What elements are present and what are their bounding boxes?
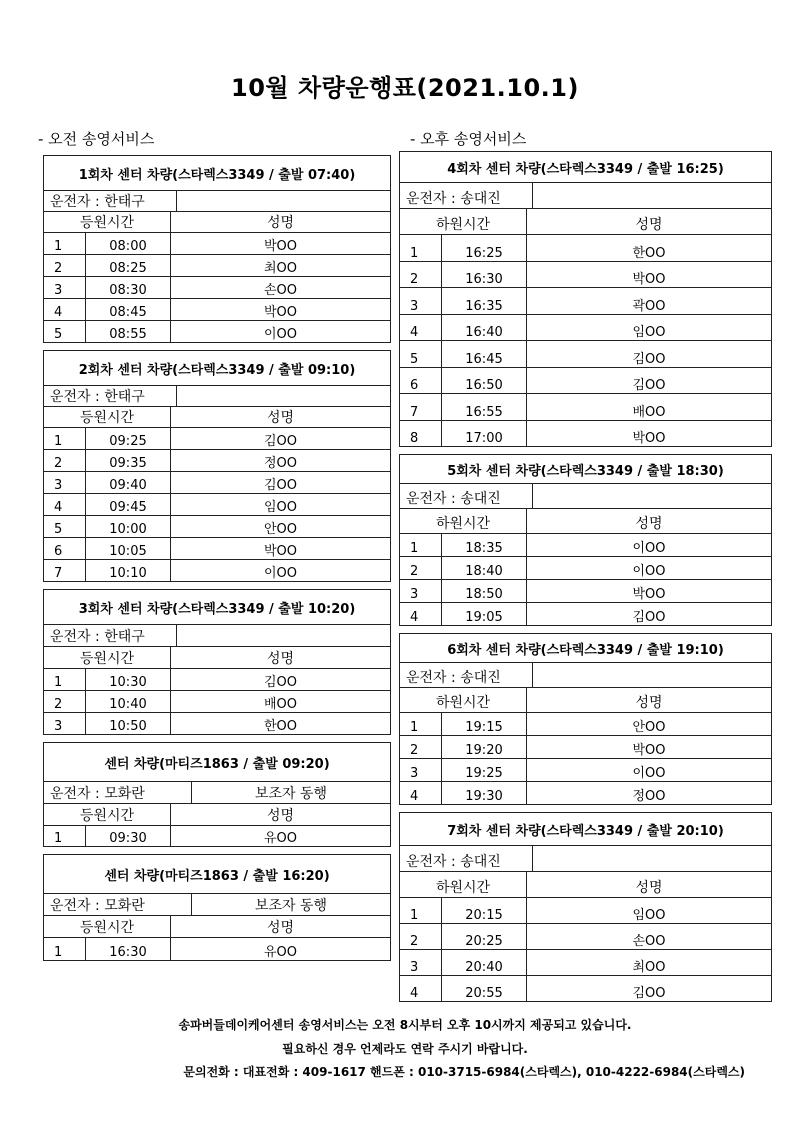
row-number: 1 — [44, 428, 86, 449]
table-row — [400, 950, 771, 976]
row-number: 1 — [44, 233, 86, 254]
morning-schedule-column — [43, 155, 391, 968]
pickup-time: 10:30 — [86, 669, 171, 690]
driver-name: 운전자 : 송대진 — [400, 846, 533, 871]
pickup-time: 10:50 — [86, 713, 171, 734]
passenger-name: 김OO — [632, 610, 666, 625]
schedule-table-title: 2회차 센터 차량(스타렉스3349 / 출발 09:10) — [44, 351, 390, 386]
table-row — [44, 494, 390, 516]
row-number: 2 — [44, 691, 86, 712]
table-row — [400, 315, 771, 342]
pickup-time: 08:00 — [86, 233, 171, 254]
row-number: 4 — [400, 782, 442, 804]
table-row — [44, 299, 390, 321]
row-number: 1 — [44, 938, 86, 960]
row-number: 2 — [44, 450, 86, 471]
pickup-time: 16:25 — [442, 235, 527, 261]
driver-name: 운전자 : 모화란 — [44, 782, 192, 803]
table-row — [44, 691, 390, 713]
passenger-name: 박OO — [263, 544, 298, 559]
driver-row — [400, 846, 771, 872]
row-number: 5 — [44, 321, 86, 342]
passenger-name: 박OO — [632, 272, 666, 287]
row-number: 4 — [400, 603, 442, 625]
schedule-table — [43, 854, 391, 961]
schedule-table — [399, 151, 772, 447]
table-row — [44, 255, 390, 277]
assistant-note — [177, 386, 390, 406]
passenger-name: 유OO — [263, 945, 298, 960]
row-number: 2 — [400, 924, 442, 949]
column-header-row — [400, 509, 771, 534]
assistant-note — [177, 625, 390, 646]
pickup-time: 09:30 — [86, 826, 171, 846]
pickup-time: 08:25 — [86, 255, 171, 276]
driver-row — [44, 894, 390, 916]
passenger-name: 박OO — [632, 743, 666, 758]
pickup-time: 19:20 — [442, 736, 527, 758]
passenger-name: 손OO — [632, 934, 666, 949]
row-number: 7 — [400, 394, 442, 420]
pickup-time: 18:35 — [442, 534, 527, 556]
pickup-time: 20:55 — [442, 976, 527, 1001]
name-column-header: 성명 — [635, 516, 663, 532]
pickup-time: 08:45 — [86, 299, 171, 320]
time-column-header: 하원시간 — [400, 209, 527, 234]
row-number: 1 — [400, 235, 442, 261]
table-row — [400, 898, 771, 924]
assistant-note — [533, 183, 771, 208]
row-number: 7 — [44, 560, 86, 581]
row-number: 6 — [44, 538, 86, 559]
driver-row — [44, 782, 390, 804]
row-number: 3 — [400, 950, 442, 975]
table-row — [400, 235, 771, 262]
passenger-name: 한OO — [263, 719, 298, 734]
schedule-table — [43, 589, 391, 735]
driver-row — [400, 183, 771, 209]
row-number: 2 — [400, 262, 442, 288]
pickup-time: 16:30 — [86, 938, 171, 960]
schedule-table-title: 센터 차량(마티즈1863 / 출발 16:20) — [44, 855, 390, 894]
passenger-name: 한OO — [632, 245, 666, 261]
table-row — [44, 538, 390, 560]
pickup-time: 16:40 — [442, 315, 527, 341]
assistant-note: 보조자 동행 — [254, 898, 328, 914]
row-number: 3 — [44, 472, 86, 493]
time-column-header: 하원시간 — [400, 872, 527, 897]
pickup-time: 08:55 — [86, 321, 171, 342]
passenger-name: 유OO — [263, 831, 298, 846]
table-row — [44, 428, 390, 450]
pickup-time: 16:30 — [442, 262, 527, 288]
schedule-table-title: 7회차 센터 차량(스타렉스3349 / 출발 20:10) — [400, 813, 771, 846]
driver-row — [44, 625, 390, 647]
name-column-header: 성명 — [266, 920, 295, 936]
pickup-time: 09:35 — [86, 450, 171, 471]
driver-name: 운전자 : 한태구 — [44, 386, 177, 406]
pickup-time: 16:55 — [442, 394, 527, 420]
row-number: 5 — [44, 516, 86, 537]
row-number: 1 — [44, 669, 86, 690]
pickup-time: 19:30 — [442, 782, 527, 804]
table-row — [400, 534, 771, 557]
table-row — [400, 759, 771, 782]
passenger-name: 안OO — [263, 522, 298, 537]
table-row — [44, 321, 390, 342]
time-column-header: 등원시간 — [44, 804, 171, 825]
time-column-header: 등원시간 — [44, 647, 171, 668]
table-row — [400, 288, 771, 315]
pickup-time: 08:30 — [86, 277, 171, 298]
passenger-name: 안OO — [632, 720, 666, 735]
afternoon-section-label: - 오후 송영서비스 — [410, 130, 527, 148]
table-row — [400, 713, 771, 736]
row-number: 3 — [400, 288, 442, 314]
time-column-header: 하원시간 — [400, 509, 527, 533]
schedule-table-title: 3회차 센터 차량(스타렉스3349 / 출발 10:20) — [44, 590, 390, 625]
column-header-row — [44, 212, 390, 233]
passenger-name: 정OO — [263, 456, 298, 471]
name-column-header: 성명 — [635, 217, 663, 233]
row-number: 1 — [400, 713, 442, 735]
schedule-table-title: 4회차 센터 차량(스타렉스3349 / 출발 16:25) — [400, 152, 771, 183]
pickup-time: 17:00 — [442, 421, 527, 447]
passenger-name: 배OO — [263, 697, 298, 712]
table-row — [44, 669, 390, 691]
passenger-name: 곽OO — [632, 298, 666, 314]
pickup-time: 10:40 — [86, 691, 171, 712]
passenger-name: 박OO — [632, 587, 666, 602]
time-column-header: 하원시간 — [400, 688, 527, 712]
passenger-name: 임OO — [263, 500, 298, 515]
driver-name: 운전자 : 한태구 — [44, 625, 177, 646]
pickup-time: 16:45 — [442, 341, 527, 367]
pickup-time: 10:10 — [86, 560, 171, 581]
driver-name: 운전자 : 송대진 — [400, 484, 533, 508]
name-column-header: 성명 — [266, 410, 295, 426]
table-row — [44, 826, 390, 846]
table-row — [400, 736, 771, 759]
schedule-table — [43, 350, 391, 582]
pickup-time: 10:00 — [86, 516, 171, 537]
passenger-name: 김OO — [263, 675, 298, 690]
passenger-name: 이OO — [632, 766, 666, 781]
table-row — [44, 233, 390, 255]
passenger-name: 최OO — [263, 261, 298, 276]
table-row — [44, 938, 390, 960]
table-row — [400, 976, 771, 1001]
passenger-name: 김OO — [263, 434, 298, 449]
passenger-name: 박OO — [263, 305, 298, 320]
column-header-row — [44, 647, 390, 669]
passenger-name: 박OO — [263, 239, 298, 254]
row-number: 3 — [400, 759, 442, 781]
driver-row — [400, 484, 771, 509]
pickup-time: 20:15 — [442, 898, 527, 923]
column-header-row — [400, 872, 771, 898]
passenger-name: 김OO — [263, 478, 298, 493]
row-number: 1 — [400, 898, 442, 923]
passenger-name: 이OO — [632, 564, 666, 579]
schedule-table-title: 6회차 센터 차량(스타렉스3349 / 출발 19:10) — [400, 634, 771, 663]
column-header-row — [400, 209, 771, 235]
schedule-table-title: 1회차 센터 차량(스타렉스3349 / 출발 07:40) — [44, 156, 390, 191]
table-row — [400, 262, 771, 289]
row-number: 3 — [44, 713, 86, 734]
row-number: 4 — [44, 494, 86, 515]
table-row — [400, 394, 771, 421]
table-row — [44, 713, 390, 734]
driver-name: 운전자 : 한태구 — [44, 191, 177, 211]
schedule-table-title: 5회차 센터 차량(스타렉스3349 / 출발 18:30) — [400, 455, 771, 484]
pickup-time: 20:25 — [442, 924, 527, 949]
pickup-time: 19:25 — [442, 759, 527, 781]
passenger-name: 이OO — [263, 327, 298, 342]
schedule-table-title: 센터 차량(마티즈1863 / 출발 09:20) — [44, 743, 390, 782]
column-header-row — [44, 804, 390, 826]
column-header-row — [400, 688, 771, 713]
name-column-header: 성명 — [266, 808, 295, 824]
morning-section-label: - 오전 송영서비스 — [38, 130, 155, 148]
table-row — [44, 277, 390, 299]
name-column-header: 성명 — [635, 880, 663, 896]
passenger-name: 김OO — [632, 986, 666, 1001]
table-row — [400, 341, 771, 368]
table-row — [44, 516, 390, 538]
row-number: 3 — [400, 580, 442, 602]
name-column-header: 성명 — [635, 695, 663, 711]
row-number: 3 — [44, 277, 86, 298]
table-row — [400, 603, 771, 625]
afternoon-schedule-column — [399, 151, 772, 1009]
row-number: 4 — [400, 976, 442, 1001]
row-number: 6 — [400, 368, 442, 394]
footer-contact-note: 필요하신 경우 언제라도 연락 주시기 바랍니다. — [282, 1042, 528, 1056]
driver-row — [400, 663, 771, 688]
table-row — [400, 557, 771, 580]
driver-name: 운전자 : 모화란 — [44, 894, 192, 915]
passenger-name: 임OO — [632, 908, 666, 923]
schedule-table — [43, 742, 391, 847]
table-row — [400, 782, 771, 804]
name-column-header: 성명 — [266, 651, 295, 667]
time-column-header: 등원시간 — [44, 916, 171, 937]
row-number: 8 — [400, 421, 442, 447]
pickup-time: 16:50 — [442, 368, 527, 394]
assistant-note — [533, 846, 771, 871]
pickup-time: 09:25 — [86, 428, 171, 449]
pickup-time: 09:40 — [86, 472, 171, 493]
time-column-header: 등원시간 — [44, 212, 171, 232]
passenger-name: 손OO — [263, 283, 298, 298]
pickup-time: 18:40 — [442, 557, 527, 579]
passenger-name: 최OO — [632, 960, 666, 975]
passenger-name: 김OO — [632, 378, 666, 393]
assistant-note — [533, 663, 771, 687]
row-number: 4 — [44, 299, 86, 320]
assistant-note — [533, 484, 771, 508]
assistant-note — [177, 191, 390, 211]
pickup-time: 16:35 — [442, 288, 527, 314]
pickup-time: 19:05 — [442, 603, 527, 625]
passenger-name: 박OO — [632, 431, 666, 446]
pickup-time: 18:50 — [442, 580, 527, 602]
passenger-name: 배OO — [632, 404, 666, 420]
row-number: 1 — [400, 534, 442, 556]
schedule-table — [399, 812, 772, 1002]
table-row — [400, 421, 771, 447]
schedule-table — [399, 633, 772, 805]
pickup-time: 09:45 — [86, 494, 171, 515]
driver-row — [44, 191, 390, 212]
page-title: 10월 차량운행표(2021.10.1) — [231, 74, 579, 102]
passenger-name: 김OO — [632, 351, 666, 367]
pickup-time: 10:05 — [86, 538, 171, 559]
footer-service-hours: 송파버들데이케어센터 송영서비스는 오전 8시부터 오후 10시까지 제공되고 있습니다. — [178, 1018, 632, 1032]
passenger-name: 이OO — [263, 566, 298, 581]
driver-row — [44, 386, 390, 407]
name-column-header: 성명 — [266, 215, 295, 231]
table-row — [400, 924, 771, 950]
pickup-time: 19:15 — [442, 713, 527, 735]
time-column-header: 등원시간 — [44, 407, 171, 427]
schedule-table — [399, 454, 772, 626]
footer-phone: 문의전화 : 대표전화 : 409-1617 핸드폰 : 010-3715-6984(스타렉스), 010-4222-6984(스타렉스) — [183, 1065, 745, 1079]
column-header-row — [44, 916, 390, 938]
column-header-row — [44, 407, 390, 428]
table-row — [44, 472, 390, 494]
schedule-table — [43, 155, 391, 343]
table-row — [44, 450, 390, 472]
table-row — [44, 560, 390, 581]
table-row — [400, 368, 771, 395]
driver-name: 운전자 : 송대진 — [400, 183, 533, 208]
row-number: 2 — [44, 255, 86, 276]
row-number: 2 — [400, 557, 442, 579]
table-row — [400, 580, 771, 603]
passenger-name: 이OO — [632, 541, 666, 556]
row-number: 1 — [44, 826, 86, 846]
row-number: 2 — [400, 736, 442, 758]
assistant-note: 보조자 동행 — [254, 786, 328, 802]
passenger-name: 임OO — [632, 325, 666, 340]
row-number: 5 — [400, 341, 442, 367]
passenger-name: 정OO — [632, 789, 666, 804]
pickup-time: 20:40 — [442, 950, 527, 975]
driver-name: 운전자 : 송대진 — [400, 663, 533, 687]
row-number: 4 — [400, 315, 442, 341]
